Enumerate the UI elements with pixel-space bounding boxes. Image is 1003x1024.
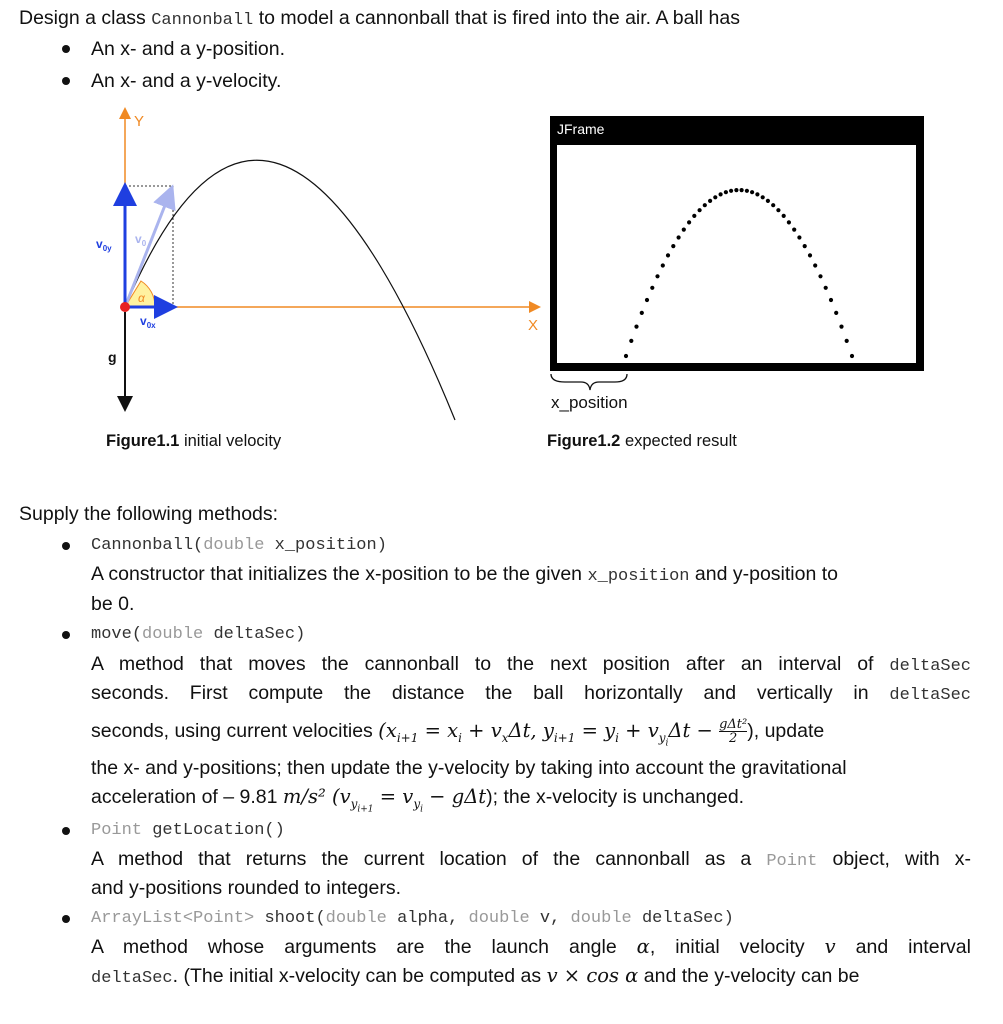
trajectory-dot: [755, 192, 759, 196]
bullet: [62, 827, 70, 835]
x-position-brace: [545, 372, 635, 394]
trajectory-dot: [808, 253, 812, 257]
trajectory-dot: [645, 298, 649, 302]
trajectory-dot: [776, 208, 780, 212]
trajectory-dot: [687, 220, 691, 224]
trajectory-dot: [834, 311, 838, 315]
trajectory-dot: [792, 228, 796, 232]
figure-initial-velocity: [0, 100, 560, 430]
trajectory-dot: [803, 244, 807, 248]
y-axis-label: Y: [134, 113, 145, 130]
v0x-label: $v_{0x}$: [140, 314, 156, 330]
trajectory-dot: [655, 274, 659, 278]
figure2-caption-number: Figure1.2: [547, 432, 621, 450]
intro-prefix: Design a class: [19, 7, 146, 29]
shoot-desc-line2: deltaSec. (The initial x-velocity can be computed as v × cos α and the y-velocity can be: [91, 964, 860, 988]
gravity-formula: m/s² ($v_{y_{i+1}} = v_{y_i} - g\Delta t$: [282, 785, 487, 815]
trajectory-dot: [661, 263, 665, 267]
move-signature: move(double deltaSec): [91, 625, 306, 644]
trajectory-dot: [640, 311, 644, 315]
figure1-caption-text: initial velocity: [183, 432, 282, 450]
trajectory-dot: [629, 339, 633, 343]
trajectory-curve: [125, 160, 455, 420]
v0y-label: $v_{0y}$: [96, 237, 112, 253]
move-desc-line2: seconds. First compute the distance the ball horizontally and vertically in deltaSec: [91, 682, 971, 705]
figure1-caption-number: Figure1.1: [106, 432, 180, 450]
trajectory-dot: [750, 190, 754, 194]
bullet: [62, 542, 70, 550]
figure1-caption: [106, 432, 281, 451]
origin-point: [120, 302, 130, 312]
figure2-caption-text: expected result: [624, 432, 737, 450]
trajectory-dot: [729, 189, 733, 193]
trajectory-dot: [703, 203, 707, 207]
trajectory-dot: [824, 286, 828, 290]
trajectory-dot: [650, 286, 654, 290]
getlocation-signature: Point getLocation(): [91, 821, 285, 840]
intro-bullet-1: An x- and a y-position.: [91, 38, 286, 60]
getlocation-desc-line1: A method that returns the current location of the cannonball as a Point object, with x-: [91, 848, 972, 871]
jframe-title: JFrame: [557, 121, 605, 137]
trajectory-dot: [740, 188, 744, 192]
shot-dots: [550, 116, 924, 371]
getlocation-desc-line2: and y-positions rounded to integers.: [91, 877, 402, 899]
move-desc-line4: the x- and y-positions; then update the y-velocity by taking into account the gravitational: [91, 757, 847, 779]
bullet: [62, 77, 70, 85]
x-axis-label: X: [528, 317, 539, 334]
trajectory-dot: [818, 274, 822, 278]
trajectory-dot: [698, 208, 702, 212]
alpha-label: α: [138, 291, 145, 305]
trajectory-dot: [734, 188, 738, 192]
bullet: [62, 45, 70, 53]
trajectory-dot: [771, 203, 775, 207]
trajectory-dot: [692, 214, 696, 218]
trajectory-dot: [766, 199, 770, 203]
trajectory-dot: [745, 189, 749, 193]
trajectory-dot: [782, 214, 786, 218]
trajectory-dot: [666, 253, 670, 257]
constructor-desc-line2: be 0.: [91, 593, 135, 615]
intro-bullet-2: An x- and a y-velocity.: [91, 70, 282, 92]
trajectory-dot: [850, 354, 854, 358]
bullet: [62, 631, 70, 639]
trajectory-dot: [787, 220, 791, 224]
trajectory-dot: [677, 235, 681, 239]
trajectory-dot: [839, 325, 843, 329]
move-desc-line1: A method that moves the cannonball to the next position after an interval of deltaSec: [91, 653, 972, 676]
intro-suffix: to model a cannonball that is fired into the air. A ball has: [258, 7, 740, 29]
trajectory-dot: [845, 339, 849, 343]
v0-label: $v_0$: [135, 232, 147, 248]
class-name-code: Cannonball: [151, 11, 254, 30]
trajectory-dot: [682, 228, 686, 232]
methods-heading: Supply the following methods:: [19, 503, 279, 525]
move-desc-line3: seconds, using current velocities ($x_{i+1} = x_i + v_x\Delta t$, $y_{i+1} = y_i + v_{y_i}\Delta t$ − gΔt² 2 ), update: [91, 717, 825, 749]
trajectory-dot: [813, 263, 817, 267]
trajectory-dot: [708, 199, 712, 203]
figure2-caption: [547, 432, 737, 451]
trajectory-dot: [719, 192, 723, 196]
trajectory-dot: [761, 195, 765, 199]
shoot-signature: ArrayList<Point> shoot(double alpha, double v, double deltaSec): [91, 909, 734, 928]
intro-line: [19, 6, 740, 33]
trajectory-dot: [724, 190, 728, 194]
move-desc-line5: acceleration of – 9.81 m/s² $(v_{y_{i+1}} = v_{y_i} - g\Delta t)$; the x-velocity is unchanged.: [91, 785, 745, 815]
trajectory-dot: [671, 244, 675, 248]
position-formula: ($x_{i+1} = x_i + v_x\Delta t$, $y_{i+1} = y_i + v_{y_i}\Delta t$ − gΔt² 2: [378, 717, 748, 749]
trajectory-dot: [797, 235, 801, 239]
constructor-signature: Cannonball(double x_position): [91, 536, 387, 555]
constructor-desc-line1: A constructor that initializes the x-position to be the given x_position and y-position to: [91, 563, 838, 586]
trajectory-dot: [829, 298, 833, 302]
x-position-label: x_position: [551, 393, 628, 412]
trajectory-dot: [624, 354, 628, 358]
shoot-desc-line1: A method whose arguments are the launch angle α, initial velocity v and interval: [91, 935, 971, 958]
trajectory-dot: [713, 195, 717, 199]
trajectory-dot: [634, 325, 638, 329]
gravity-label: g: [108, 349, 117, 365]
bullet: [62, 915, 70, 923]
